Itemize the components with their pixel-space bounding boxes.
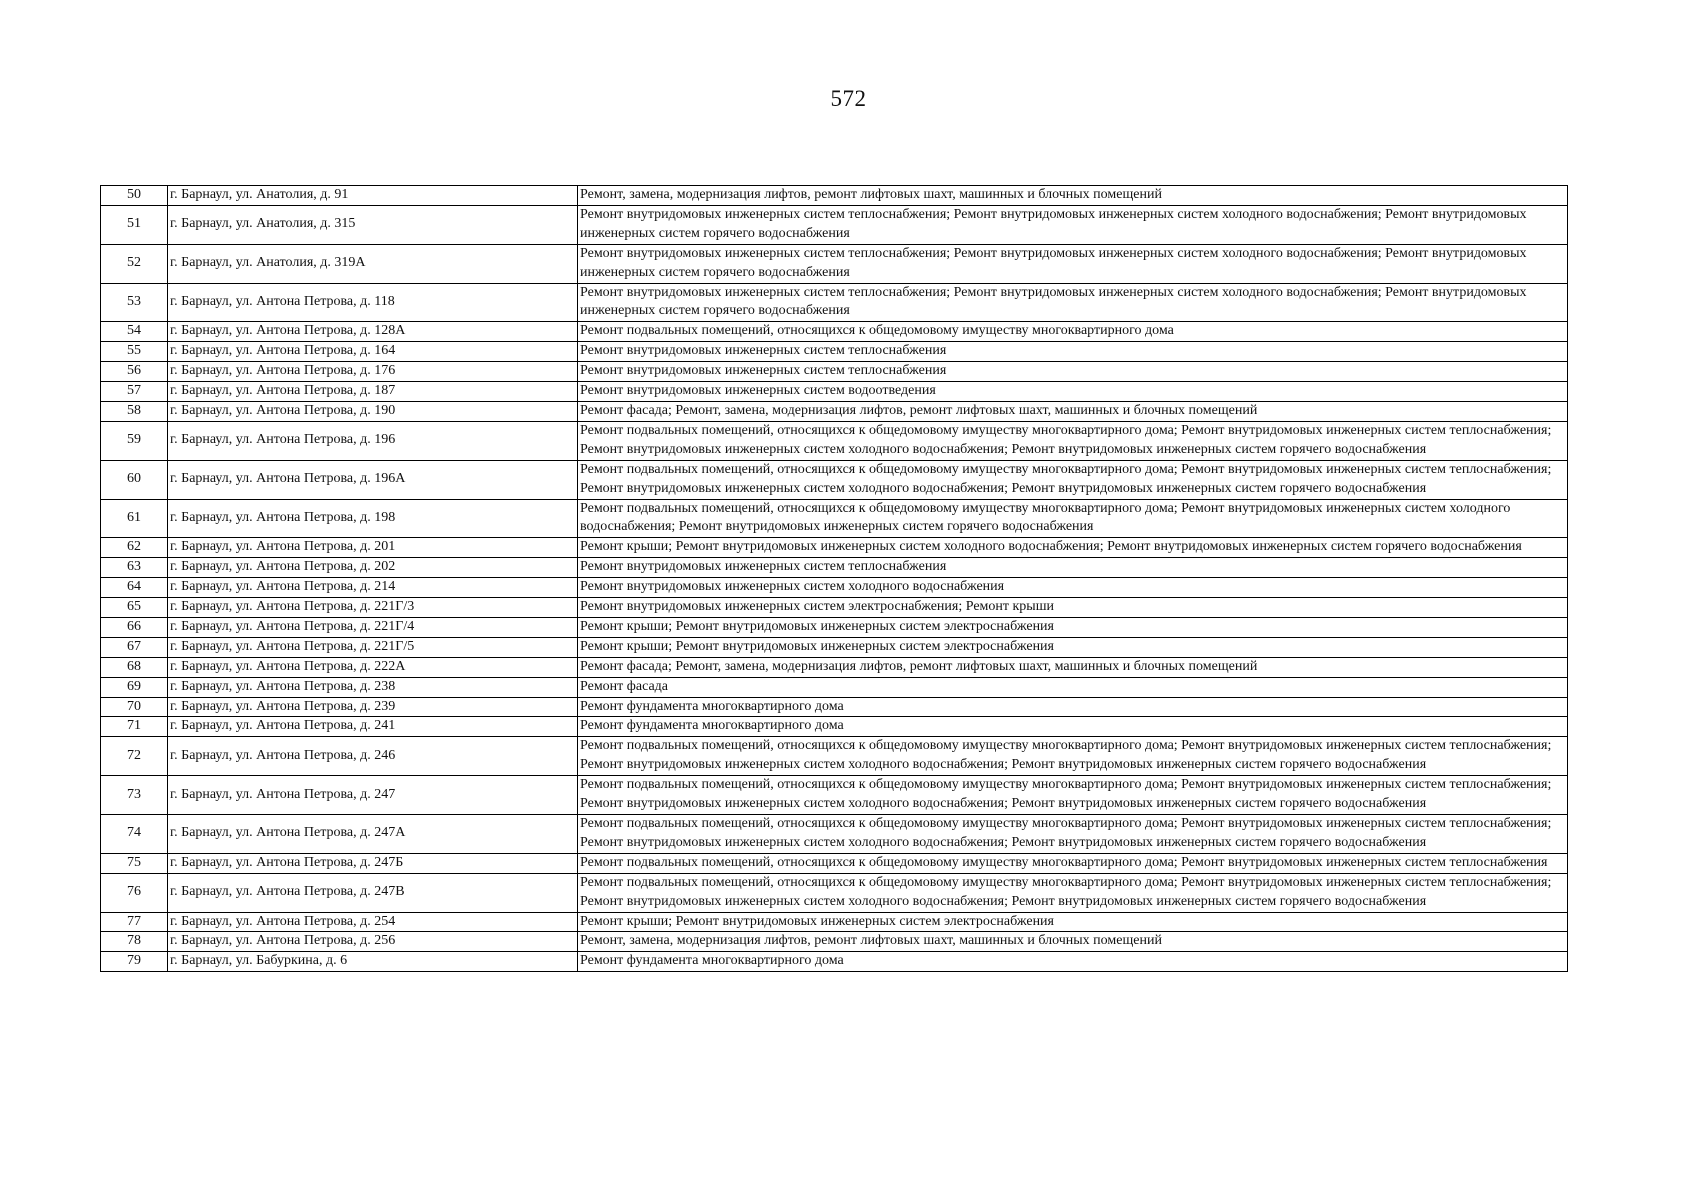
row-number: 75 — [101, 853, 168, 873]
table-row — [101, 776, 1568, 815]
row-address: г. Барнаул, ул. Антона Петрова, д. 247Б — [168, 853, 578, 873]
row-works: Ремонт внутридомовых инженерных систем теплоснабжения; Ремонт внутридомовых инженерных систем холодного водоснабжения; Ремонт внутридомовых инженерных систем горячего водоснабжения — [578, 205, 1568, 244]
table-row — [101, 912, 1568, 932]
row-works: Ремонт внутридомовых инженерных систем теплоснабжения; Ремонт внутридомовых инженерных систем холодного водоснабжения; Ремонт внутридомовых инженерных систем горячего водоснабжения — [578, 244, 1568, 283]
table-row — [101, 617, 1568, 637]
row-number: 50 — [101, 186, 168, 206]
row-number: 54 — [101, 322, 168, 342]
table-row — [101, 677, 1568, 697]
row-works: Ремонт подвальных помещений, относящихся к общедомовому имуществу многоквартирного дома; Ремонт внутридомовых инженерных систем теплоснабжения; Ремонт внутридомовых инженерных систем холодного водоснабжения; Ремонт внутридомовых инженерных систем горячего водоснабжения — [578, 815, 1568, 854]
table-row — [101, 186, 1568, 206]
row-works: Ремонт крыши; Ремонт внутридомовых инженерных систем электроснабжения — [578, 637, 1568, 657]
row-address: г. Барнаул, ул. Анатолия, д. 315 — [168, 205, 578, 244]
row-works: Ремонт фасада; Ремонт, замена, модернизация лифтов, ремонт лифтовых шахт, машинных и блочных помещений — [578, 401, 1568, 421]
table-row — [101, 421, 1568, 460]
row-works: Ремонт фундамента многоквартирного дома — [578, 952, 1568, 972]
row-number: 71 — [101, 717, 168, 737]
table-row — [101, 657, 1568, 677]
row-address: г. Барнаул, ул. Антона Петрова, д. 247 — [168, 776, 578, 815]
row-address: г. Барнаул, ул. Антона Петрова, д. 176 — [168, 362, 578, 382]
row-number: 55 — [101, 342, 168, 362]
row-works: Ремонт внутридомовых инженерных систем теплоснабжения — [578, 342, 1568, 362]
row-address: г. Барнаул, ул. Антона Петрова, д. 221Г/4 — [168, 617, 578, 637]
row-address: г. Барнаул, ул. Антона Петрова, д. 246 — [168, 737, 578, 776]
row-address: г. Барнаул, ул. Антона Петрова, д. 214 — [168, 578, 578, 598]
row-works: Ремонт, замена, модернизация лифтов, ремонт лифтовых шахт, машинных и блочных помещений — [578, 186, 1568, 206]
row-number: 59 — [101, 421, 168, 460]
row-address: г. Барнаул, ул. Антона Петрова, д. 164 — [168, 342, 578, 362]
row-number: 70 — [101, 697, 168, 717]
table-row — [101, 401, 1568, 421]
table-row — [101, 283, 1568, 322]
row-works: Ремонт внутридомовых инженерных систем холодного водоснабжения — [578, 578, 1568, 598]
table-row — [101, 499, 1568, 538]
row-works: Ремонт подвальных помещений, относящихся к общедомовому имуществу многоквартирного дома; Ремонт внутридомовых инженерных систем теплоснабжения; Ремонт внутридомовых инженерных систем холодного водоснабжения; Ремонт внутридомовых инженерных систем горячего водоснабжения — [578, 421, 1568, 460]
row-works: Ремонт фасада; Ремонт, замена, модернизация лифтов, ремонт лифтовых шахт, машинных и блочных помещений — [578, 657, 1568, 677]
row-number: 63 — [101, 558, 168, 578]
row-number: 78 — [101, 932, 168, 952]
row-works: Ремонт подвальных помещений, относящихся к общедомовому имуществу многоквартирного дома; Ремонт внутридомовых инженерных систем теплоснабжения; Ремонт внутридомовых инженерных систем холодного водоснабжения; Ремонт внутридомовых инженерных систем горячего водоснабжения — [578, 776, 1568, 815]
row-works: Ремонт, замена, модернизация лифтов, ремонт лифтовых шахт, машинных и блочных помещений — [578, 932, 1568, 952]
row-address: г. Барнаул, ул. Антона Петрова, д. 247В — [168, 873, 578, 912]
row-address: г. Барнаул, ул. Антона Петрова, д. 202 — [168, 558, 578, 578]
row-works: Ремонт внутридомовых инженерных систем водоотведения — [578, 382, 1568, 402]
page-number: 572 — [830, 86, 867, 111]
table-row — [101, 538, 1568, 558]
row-address: г. Барнаул, ул. Антона Петрова, д. 190 — [168, 401, 578, 421]
row-works: Ремонт подвальных помещений, относящихся к общедомовому имуществу многоквартирного дома; Ремонт внутридомовых инженерных систем теплоснабжения; Ремонт внутридомовых инженерных систем холодного водоснабжения; Ремонт внутридомовых инженерных систем горячего водоснабжения — [578, 873, 1568, 912]
table-row — [101, 737, 1568, 776]
table-row — [101, 697, 1568, 717]
table-row — [101, 244, 1568, 283]
row-works: Ремонт крыши; Ремонт внутридомовых инженерных систем электроснабжения — [578, 912, 1568, 932]
row-number: 69 — [101, 677, 168, 697]
row-address: г. Барнаул, ул. Антона Петрова, д. 256 — [168, 932, 578, 952]
row-address: г. Барнаул, ул. Антона Петрова, д. 128А — [168, 322, 578, 342]
row-number: 66 — [101, 617, 168, 637]
row-works: Ремонт внутридомовых инженерных систем теплоснабжения — [578, 362, 1568, 382]
row-address: г. Барнаул, ул. Антона Петрова, д. 254 — [168, 912, 578, 932]
table-row — [101, 637, 1568, 657]
row-address: г. Барнаул, ул. Бабуркина, д. 6 — [168, 952, 578, 972]
row-works: Ремонт фундамента многоквартирного дома — [578, 697, 1568, 717]
row-works: Ремонт внутридомовых инженерных систем теплоснабжения — [578, 558, 1568, 578]
row-works: Ремонт подвальных помещений, относящихся к общедомовому имуществу многоквартирного дома — [578, 322, 1568, 342]
row-address: г. Барнаул, ул. Антона Петрова, д. 221Г/5 — [168, 637, 578, 657]
row-address: г. Барнаул, ул. Антона Петрова, д. 247А — [168, 815, 578, 854]
row-works: Ремонт фасада — [578, 677, 1568, 697]
row-works: Ремонт подвальных помещений, относящихся к общедомовому имуществу многоквартирного дома; Ремонт внутридомовых инженерных систем теплоснабжения; Ремонт внутридомовых инженерных систем холодного водоснабжения; Ремонт внутридомовых инженерных систем горячего водоснабжения — [578, 460, 1568, 499]
table-row — [101, 342, 1568, 362]
row-works: Ремонт крыши; Ремонт внутридомовых инженерных систем холодного водоснабжения; Ремонт внутридомовых инженерных систем горячего водоснабжения — [578, 538, 1568, 558]
row-address: г. Барнаул, ул. Антона Петрова, д. 239 — [168, 697, 578, 717]
row-number: 56 — [101, 362, 168, 382]
table-row — [101, 382, 1568, 402]
row-number: 65 — [101, 598, 168, 618]
table-row — [101, 932, 1568, 952]
table-row — [101, 322, 1568, 342]
row-address: г. Барнаул, ул. Антона Петрова, д. 222А — [168, 657, 578, 677]
row-address: г. Барнаул, ул. Антона Петрова, д. 198 — [168, 499, 578, 538]
table-row — [101, 717, 1568, 737]
table-row — [101, 460, 1568, 499]
row-number: 62 — [101, 538, 168, 558]
row-number: 79 — [101, 952, 168, 972]
row-number: 57 — [101, 382, 168, 402]
row-number: 76 — [101, 873, 168, 912]
table-row — [101, 598, 1568, 618]
row-address: г. Барнаул, ул. Антона Петрова, д. 118 — [168, 283, 578, 322]
table-row — [101, 362, 1568, 382]
row-address: г. Барнаул, ул. Антона Петрова, д. 221Г/3 — [168, 598, 578, 618]
row-address: г. Барнаул, ул. Антона Петрова, д. 187 — [168, 382, 578, 402]
row-number: 51 — [101, 205, 168, 244]
row-address: г. Барнаул, ул. Антона Петрова, д. 241 — [168, 717, 578, 737]
row-number: 58 — [101, 401, 168, 421]
row-number: 60 — [101, 460, 168, 499]
row-number: 53 — [101, 283, 168, 322]
table-row — [101, 952, 1568, 972]
row-works: Ремонт внутридомовых инженерных систем теплоснабжения; Ремонт внутридомовых инженерных систем холодного водоснабжения; Ремонт внутридомовых инженерных систем горячего водоснабжения — [578, 283, 1568, 322]
row-address: г. Барнаул, ул. Антона Петрова, д. 196А — [168, 460, 578, 499]
row-number: 64 — [101, 578, 168, 598]
table-row — [101, 853, 1568, 873]
registry-body — [101, 186, 1568, 972]
row-number: 73 — [101, 776, 168, 815]
table-row — [101, 205, 1568, 244]
row-address: г. Барнаул, ул. Анатолия, д. 91 — [168, 186, 578, 206]
row-number: 67 — [101, 637, 168, 657]
row-works: Ремонт внутридомовых инженерных систем электроснабжения; Ремонт крыши — [578, 598, 1568, 618]
row-works: Ремонт подвальных помещений, относящихся к общедомовому имуществу многоквартирного дома; Ремонт внутридомовых инженерных систем теплоснабжения; Ремонт внутридомовых инженерных систем холодного водоснабжения; Ремонт внутридомовых инженерных систем горячего водоснабжения — [578, 737, 1568, 776]
row-address: г. Барнаул, ул. Анатолия, д. 319А — [168, 244, 578, 283]
row-number: 77 — [101, 912, 168, 932]
row-works: Ремонт крыши; Ремонт внутридомовых инженерных систем электроснабжения — [578, 617, 1568, 637]
row-works: Ремонт фундамента многоквартирного дома — [578, 717, 1568, 737]
row-number: 74 — [101, 815, 168, 854]
table-row — [101, 815, 1568, 854]
row-address: г. Барнаул, ул. Антона Петрова, д. 238 — [168, 677, 578, 697]
row-address: г. Барнаул, ул. Антона Петрова, д. 196 — [168, 421, 578, 460]
row-address: г. Барнаул, ул. Антона Петрова, д. 201 — [168, 538, 578, 558]
row-number: 72 — [101, 737, 168, 776]
row-number: 52 — [101, 244, 168, 283]
table-row — [101, 578, 1568, 598]
table-row — [101, 558, 1568, 578]
repair-registry-table — [100, 185, 1568, 972]
row-works: Ремонт подвальных помещений, относящихся к общедомовому имуществу многоквартирного дома; Ремонт внутридомовых инженерных систем теплоснабжения — [578, 853, 1568, 873]
table-row — [101, 873, 1568, 912]
row-number: 68 — [101, 657, 168, 677]
row-number: 61 — [101, 499, 168, 538]
row-works: Ремонт подвальных помещений, относящихся к общедомовому имуществу многоквартирного дома; Ремонт внутридомовых инженерных систем холодного водоснабжения; Ремонт внутридомовых инженерных систем горячего водоснабжения — [578, 499, 1568, 538]
